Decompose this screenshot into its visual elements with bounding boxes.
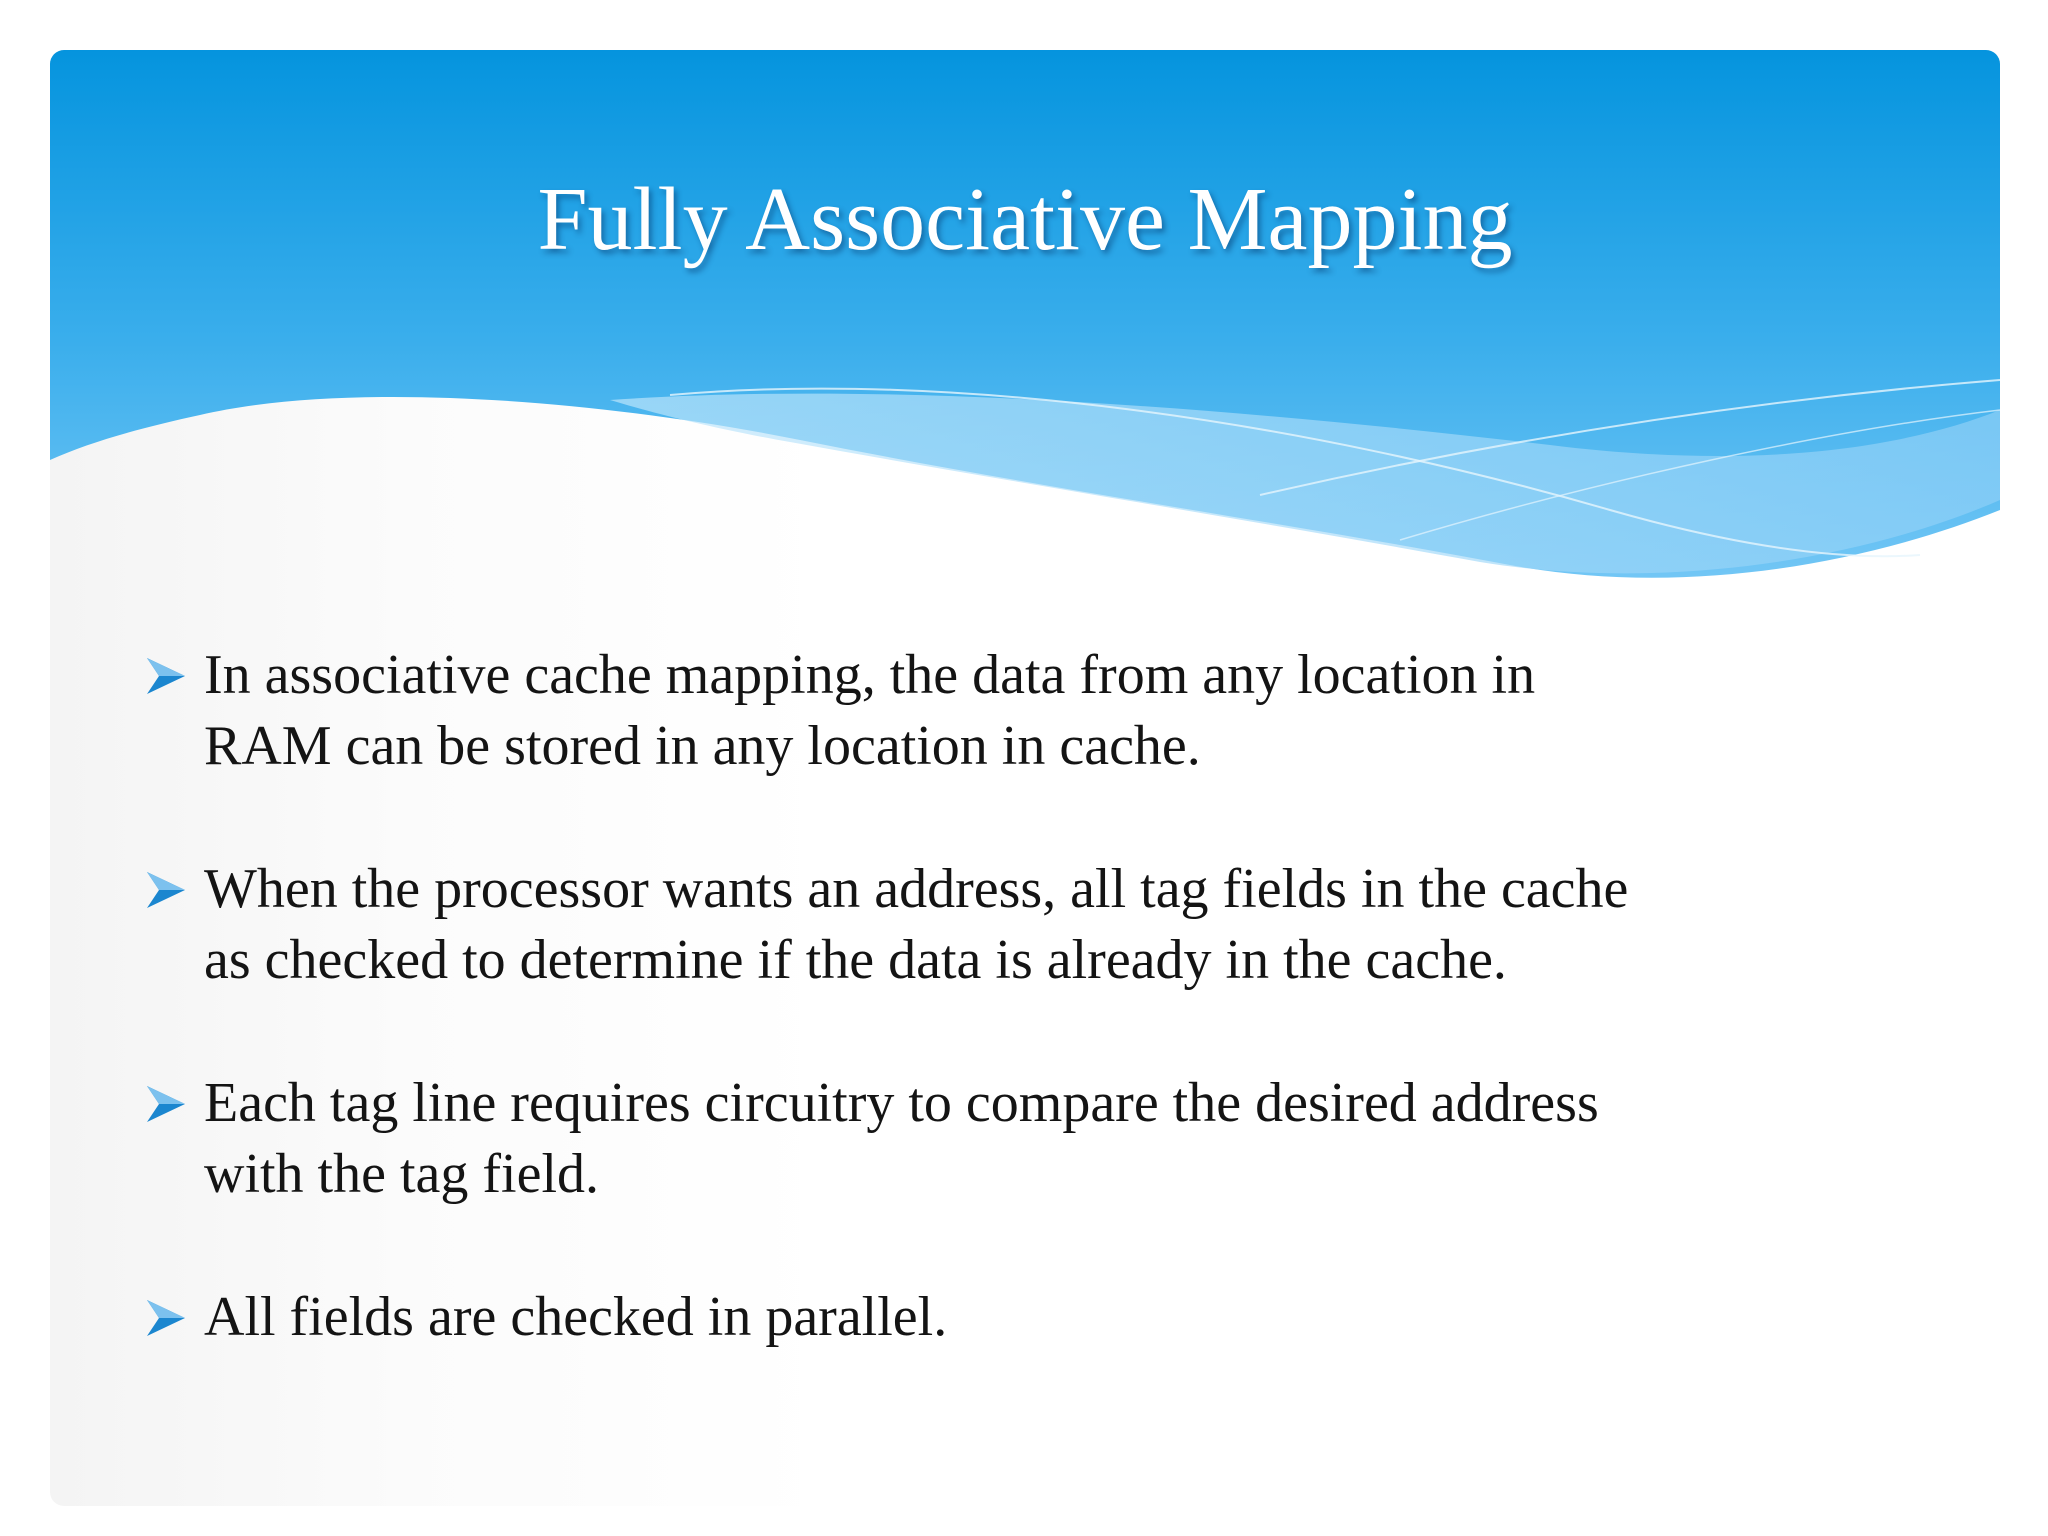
slide-title: Fully Associative Mapping	[537, 170, 1513, 269]
bullet-item	[90, 1068, 1650, 1210]
bullet-text: All fields are checked in parallel.	[204, 1286, 948, 1348]
slide	[50, 50, 2000, 1506]
arrowhead-icon	[145, 1298, 187, 1338]
bullet-item	[90, 1282, 1650, 1353]
bullet-item	[90, 854, 1650, 996]
arrowhead-icon	[145, 870, 187, 910]
arrowhead-icon	[145, 1084, 187, 1124]
arrowhead-icon	[145, 656, 187, 696]
bullet-text: Each tag line requires circuitry to compare the desired address with the tag field.	[204, 1072, 1599, 1205]
bullet-text: When the processor wants an address, all tag fields in the cache as checked to determine if the data is already in the cache.	[204, 858, 1629, 991]
bullet-list	[90, 640, 1650, 1425]
bullet-item	[90, 640, 1650, 782]
bullet-text: In associative cache mapping, the data from any location in RAM can be stored in any location in cache.	[204, 644, 1536, 777]
header-wave-banner	[50, 50, 2000, 590]
